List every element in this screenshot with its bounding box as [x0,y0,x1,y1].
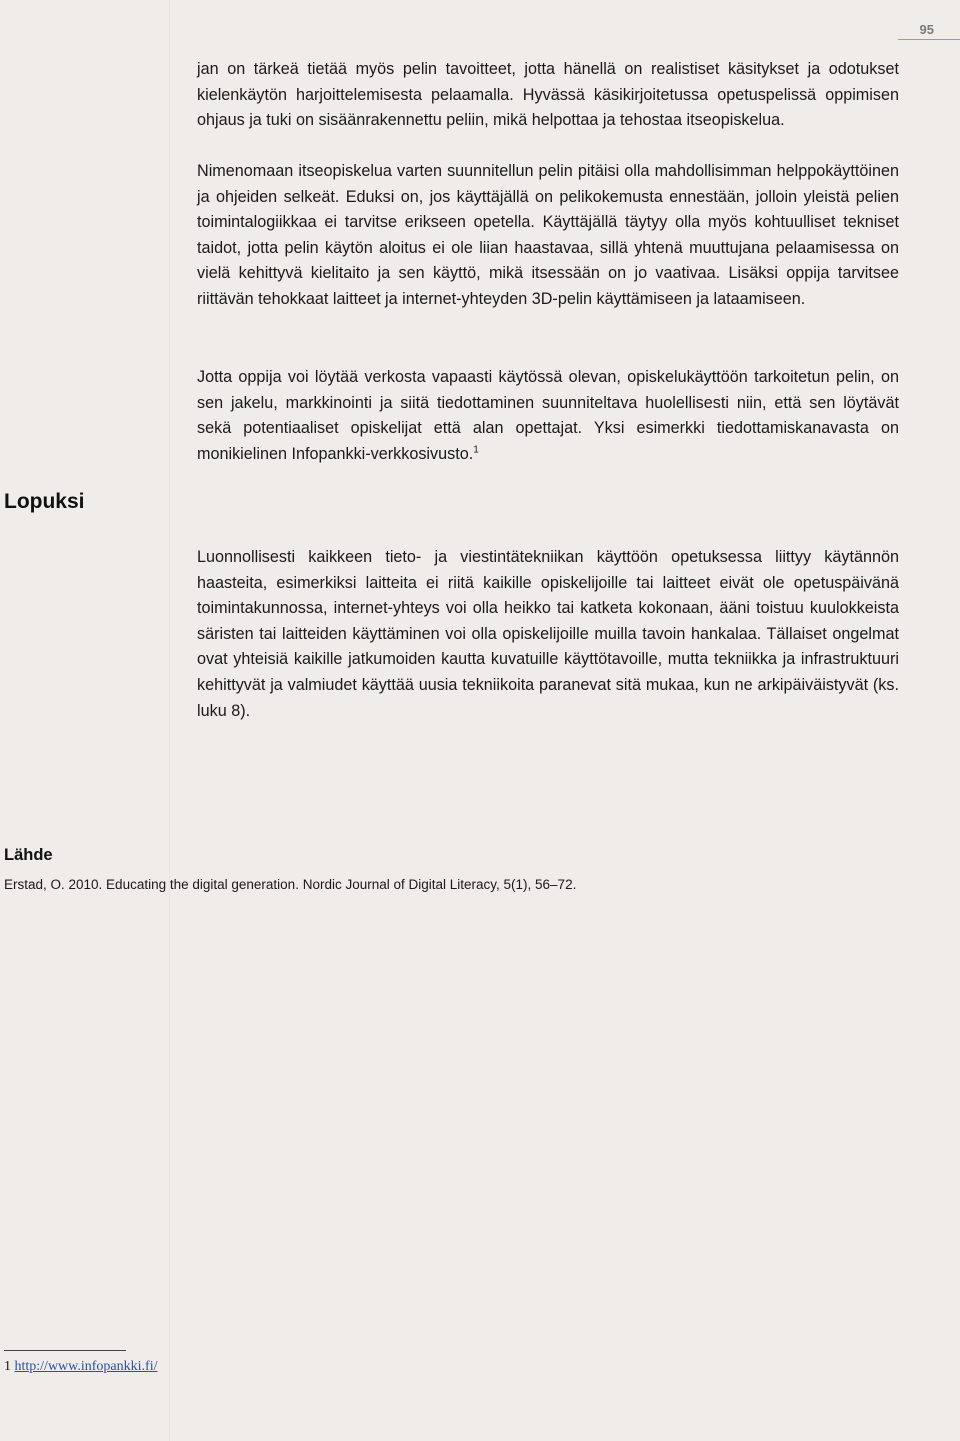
margin-divider [169,0,170,1441]
footnote-divider [4,1350,126,1351]
page-number: 95 [919,22,934,37]
body-paragraph-1 [197,57,899,134]
section-heading: Lopuksi [4,490,85,513]
paragraph-container [197,365,899,467]
paragraph-text: jan on tärkeä tietää myös pelin tavoitteet, jotta hänellä on realistiset käsitykset ja odotukset kielenkäytön harjoittelemisesta pelaamalla. Hyvässä käsikirjoitetussa opetuspelissä oppimisen ohjaus ja tuki on sisäänrakennettu peliin, mikä helpottaa ja tehostaa itseopiskelua. [197,60,899,130]
references-heading: Lähde [4,846,53,864]
body-paragraph-4 [197,545,899,724]
paragraph-text: Luonnollisesti kaikkeen tieto- ja viestintätekniikan käyttöön opetuksessa liittyy käytännön haasteita, esimerkiksi laitteita ei riitä kaikille opiskelijoille tai laitteet eivät ole opetuspäivänä toimintakunnossa, internet-yhteys voi olla heikko tai katketa kokonaan, ääni toistuu kuulokkeista säristen tai laitteiden käyttäminen voi olla opiskelijoille muilla tavoin hankalaa. Tällaiset ongelmat ovat yhteisiä kaikille jatkumoiden kautta kuvatuille käyttötavoille, mutta tekniikka ja infrastruktuuri kehittyvät ja valmiudet käyttää uusia tekniikoita paranevat sitä mukaa, kun ne arkipäiväistyvät (ks. luku 8). [197,548,899,720]
paragraph-text: Jotta oppija voi löytää verkosta vapaasti käytössä olevan, opiskelukäyttöön tarkoitetun pelin, on sen jakelu, markkinointi ja siitä tiedottaminen suunniteltava huolellisesti niin, että sen löytävät sekä potentiaaliset opiskelijat että alan opettajat. Yksi esimerkki tiedottamiskanavasta on monikielinen Infopankki-verkkosivusto. [197,368,899,463]
footnote-link[interactable]: http://www.infopankki.fi/ [14,1359,158,1374]
footnote-marker[interactable]: 1 [473,444,479,456]
page-number-rule [898,39,960,40]
footnote [4,1359,157,1375]
footnote-number: 1 [4,1359,11,1374]
body-paragraph-2 [197,159,899,313]
body-paragraph-3 [197,365,899,467]
paragraph-text: Nimenomaan itseopiskelua varten suunnitellun pelin pitäisi olla mahdollisimman helppokäyttöinen ja ohjeiden selkeät. Eduksi on, jos käyttäjällä on pelikokemusta ennestään, jolloin yleistä pelien toimintalogiikkaa ei tarvitse erikseen opetella. Käyttäjällä täytyy olla myös kohtuulliset tekniset taidot, jotta pelin käytön aloitus ei ole liian haastavaa, sillä yhtenä muuttujana pelaamisessa on vielä kehittyvä kielitaito ja sen käyttö, mikä itsessään on jo vaativaa. Lisäksi oppija tarvitsee riittävän tehokkaat laitteet ja internet-yhteyden 3D-pelin käyttämiseen ja lataamiseen. [197,162,899,308]
reference-entry: Erstad, O. 2010. Educating the digital generation. Nordic Journal of Digital Literacy, 5(1), 56–72. [4,877,577,892]
